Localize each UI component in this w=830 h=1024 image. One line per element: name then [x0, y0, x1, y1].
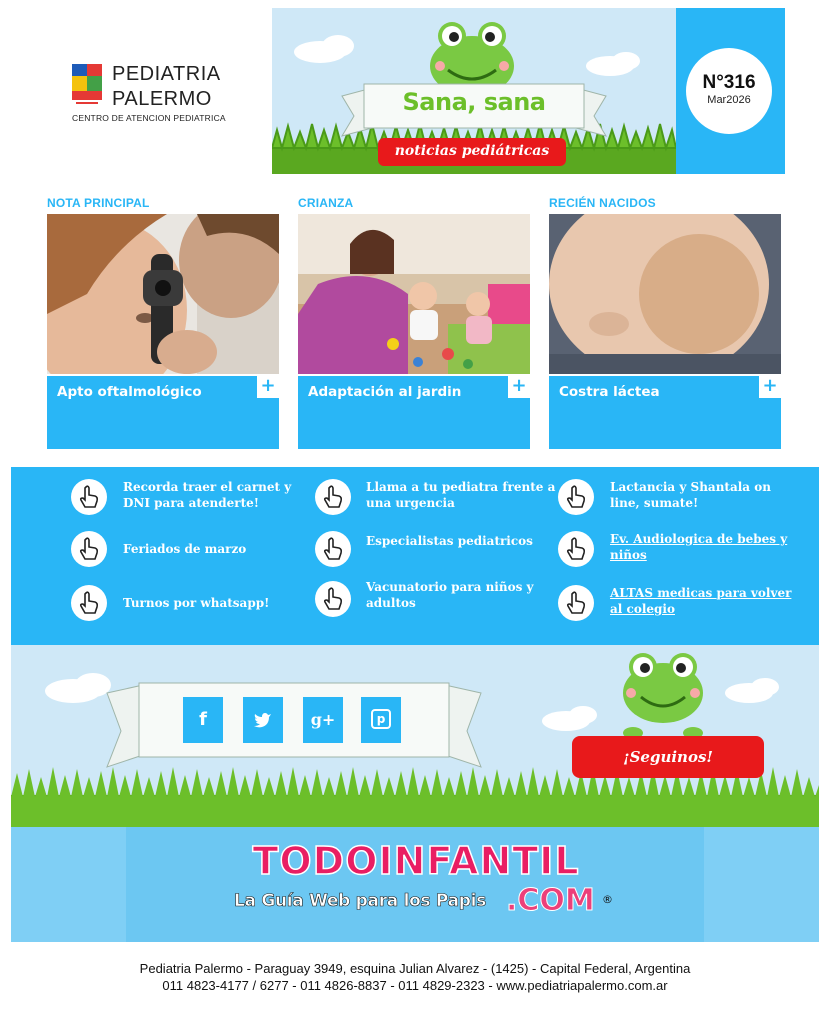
social-section	[11, 645, 819, 827]
article-title[interactable]: Adaptación al jardin	[308, 384, 462, 400]
pointing-hand-icon	[71, 585, 107, 621]
link-text[interactable]: Vacunatorio para niños y adultos	[366, 580, 534, 610]
pointing-hand-icon	[558, 531, 594, 567]
pointing-hand-icon	[315, 531, 351, 567]
pointing-hand-icon	[315, 479, 351, 515]
article-title-box[interactable]	[549, 376, 781, 449]
article-title-box[interactable]	[298, 376, 530, 449]
brand-tagline: CENTRO DE ATENCION PEDIATRICA	[72, 113, 226, 123]
twitter-button[interactable]	[243, 697, 283, 743]
footer	[0, 960, 830, 994]
pointing-hand-icon	[558, 585, 594, 621]
logo-mark-icon	[72, 64, 102, 106]
brand-name-line1: PEDIATRIA	[112, 63, 221, 85]
article-photo-kindergarten[interactable]	[298, 214, 530, 374]
pinterest-button[interactable]	[361, 697, 401, 743]
link-text[interactable]: Turnos por whatsapp!	[123, 596, 270, 610]
link-text[interactable]: Ev. Audiologica de bebes y niños	[610, 532, 788, 562]
article-card-recien-nacidos[interactable]	[549, 196, 781, 449]
article-title[interactable]: Apto oftalmológico	[57, 384, 202, 400]
banner-subtitle: noticias pediátricas	[394, 143, 550, 159]
footer-address: Pediatria Palermo - Paraguay 3949, esquina Julian Alvarez - (1425) - Capital Federal, Argentina	[139, 961, 691, 976]
footer-contact[interactable]: 011 4823-4177 / 6277 - 011 4826-8837 - 011 4829-2323 - www.pediatriapalermo.com.ar	[162, 978, 668, 993]
brand-name-line2: PALERMO	[112, 88, 212, 110]
plus-icon[interactable]: +	[759, 376, 781, 398]
article-card-crianza[interactable]	[298, 196, 530, 449]
pointing-hand-icon	[71, 531, 107, 567]
twitter-icon	[254, 712, 272, 728]
registered-mark: ®	[602, 893, 613, 906]
article-photo-eye-exam[interactable]	[47, 214, 279, 374]
article-card-main[interactable]	[47, 196, 279, 449]
facebook-button[interactable]	[183, 697, 223, 743]
newsletter-banner	[272, 8, 676, 174]
facebook-icon: f	[199, 709, 207, 730]
pointing-hand-icon	[558, 479, 594, 515]
issue-badge	[686, 48, 772, 134]
partner-tld: .COM	[506, 883, 595, 918]
plus-icon[interactable]: +	[257, 376, 279, 398]
pinterest-icon: p	[371, 709, 391, 729]
link-text[interactable]: Feriados de marzo	[123, 542, 247, 556]
partner-banner	[11, 827, 819, 942]
googleplus-icon: g+	[310, 710, 336, 729]
issue-panel	[676, 8, 785, 174]
plus-icon[interactable]: +	[508, 376, 530, 398]
partner-link[interactable]	[126, 827, 704, 942]
partner-tagline: La Guía Web para los Papis	[234, 891, 487, 911]
quick-links-panel	[11, 467, 819, 645]
pediatria-palermo-logo[interactable]	[72, 62, 242, 132]
link-text[interactable]: Lactancia y Shantala on line, sumate!	[610, 480, 771, 510]
googleplus-button[interactable]	[303, 697, 343, 743]
link-text[interactable]: Llama a tu pediatra frente a una urgencia	[366, 480, 556, 510]
follow-us-button[interactable]: ¡Seguinos!	[572, 736, 764, 778]
link-text[interactable]: Recorda traer el carnet y DNI para atenderte!	[123, 480, 292, 510]
article-category: RECIÉN NACIDOS	[549, 196, 656, 210]
pointing-hand-icon	[71, 479, 107, 515]
frog-mascot-icon	[623, 653, 703, 739]
link-text[interactable]: Especialistas pediatricos	[366, 534, 533, 548]
article-category: CRIANZA	[298, 196, 354, 210]
issue-date: Mar2026	[707, 94, 751, 106]
issue-number: N°316	[702, 72, 756, 93]
banner-title: Sana, sana	[402, 88, 546, 116]
article-category: NOTA PRINCIPAL	[47, 196, 150, 210]
link-text[interactable]: ALTAS medicas para volver al colegio	[610, 586, 792, 616]
pointing-hand-icon	[315, 581, 351, 617]
article-title[interactable]: Costra láctea	[559, 384, 660, 400]
article-title-box[interactable]	[47, 376, 279, 449]
article-photo-baby-scalp[interactable]	[549, 214, 781, 374]
partner-logo: TODOINFANTIL	[252, 839, 580, 883]
